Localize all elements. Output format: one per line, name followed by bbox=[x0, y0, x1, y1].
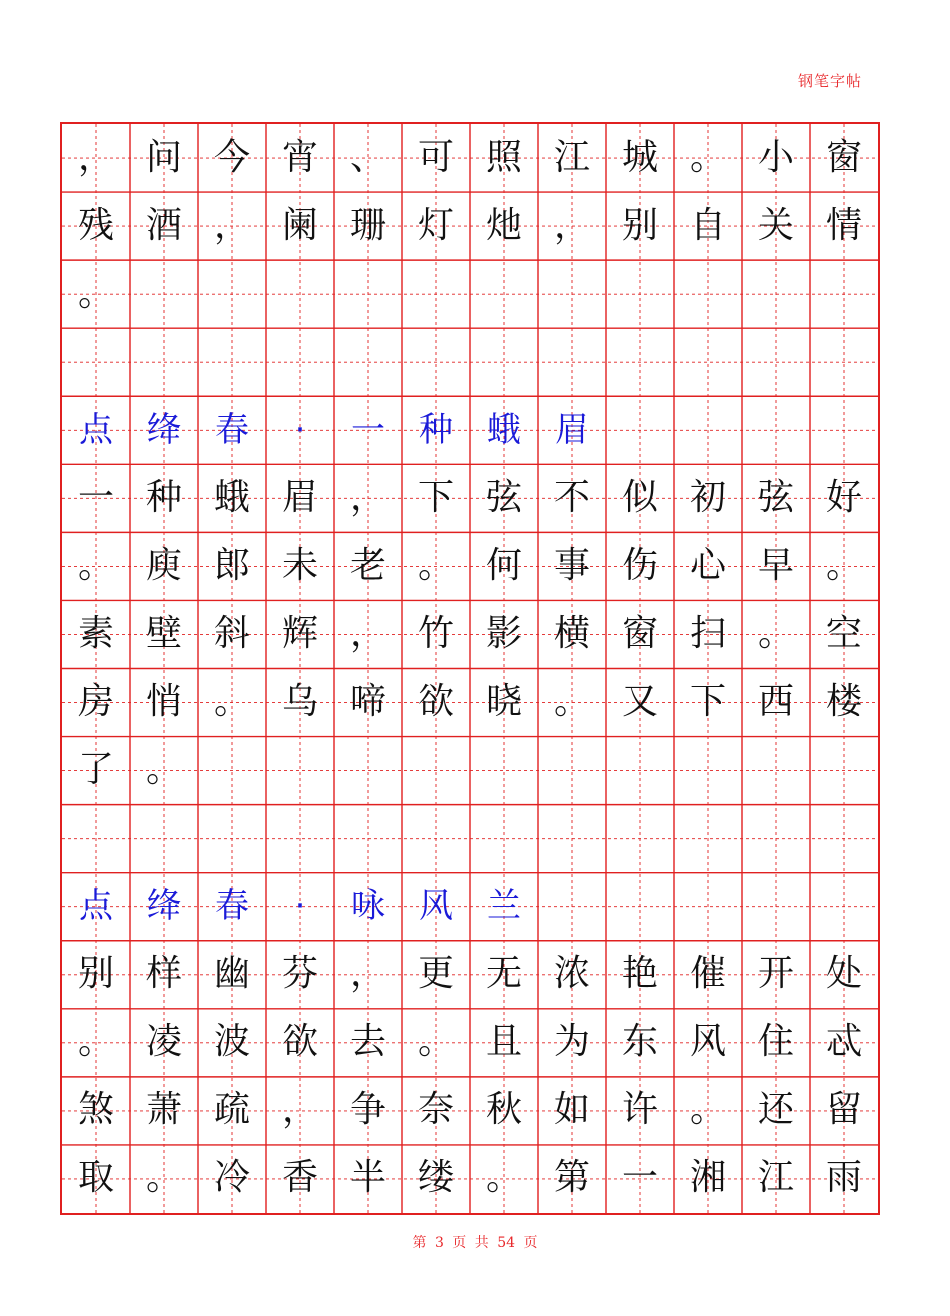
grid-cell: 。 bbox=[553, 681, 590, 722]
grid-cell bbox=[538, 736, 606, 804]
grid-cell bbox=[538, 804, 606, 872]
grid-cell: 如 bbox=[553, 1089, 590, 1130]
grid-cell: ， bbox=[349, 477, 386, 518]
grid-cell: 住 bbox=[757, 1021, 794, 1062]
grid-cell: 伤 bbox=[621, 545, 658, 586]
grid-cell: 春 bbox=[215, 886, 249, 926]
grid-cell: 。 bbox=[689, 137, 726, 178]
grid-cell: 。 bbox=[77, 273, 114, 314]
grid-cell: 还 bbox=[757, 1089, 794, 1130]
grid-cell bbox=[742, 872, 810, 940]
text-row bbox=[62, 532, 878, 600]
grid-cell bbox=[810, 872, 878, 940]
grid-cell: 可 bbox=[417, 137, 454, 178]
grid-cell: 蛾 bbox=[213, 477, 250, 518]
grid-cell: 。 bbox=[417, 1021, 454, 1062]
grid-cell: 疏 bbox=[213, 1089, 250, 1130]
grid-cell: 照 bbox=[485, 137, 522, 178]
grid-cell bbox=[266, 260, 334, 328]
grid-cell bbox=[198, 260, 266, 328]
grid-cell: 第 bbox=[553, 1157, 590, 1198]
grid-cell: 影 bbox=[485, 613, 522, 654]
grid-cell: ， bbox=[553, 205, 590, 246]
grid-cell: 宵 bbox=[281, 137, 318, 178]
grid-cell: 艳 bbox=[621, 953, 658, 994]
grid-cell bbox=[266, 736, 334, 804]
grid-cell: 悄 bbox=[145, 681, 182, 722]
grid-cell: 萧 bbox=[145, 1089, 182, 1130]
grid-cell: 不 bbox=[553, 477, 590, 518]
grid-cell bbox=[130, 260, 198, 328]
grid-cell bbox=[606, 328, 674, 396]
grid-cell bbox=[810, 260, 878, 328]
grid-cell: 何 bbox=[485, 545, 522, 586]
grid-cell: 蛾 bbox=[487, 410, 521, 450]
grid-cell: 。 bbox=[417, 545, 454, 586]
grid-cell: 下 bbox=[689, 681, 726, 722]
practice-grid-sheet bbox=[60, 122, 880, 1215]
grid-cell: 楼 bbox=[825, 681, 862, 722]
grid-cell: 种 bbox=[145, 477, 182, 518]
grid-cell: 幽 bbox=[213, 953, 250, 994]
grid-cell: 点 bbox=[79, 886, 113, 926]
grid-cell: 春 bbox=[215, 410, 249, 450]
grid-cell: 又 bbox=[621, 681, 658, 722]
grid-cell: 好 bbox=[825, 477, 862, 518]
grid-cell bbox=[402, 736, 470, 804]
grid-cell bbox=[606, 260, 674, 328]
grid-cell: 欲 bbox=[417, 681, 454, 722]
grid-cell: 庾 bbox=[145, 545, 182, 586]
grid-cell: 波 bbox=[213, 1021, 250, 1062]
grid-cell: 。 bbox=[145, 1157, 182, 1198]
grid-cell bbox=[334, 736, 402, 804]
grid-cell: 扫 bbox=[689, 613, 726, 654]
grid-cell: 。 bbox=[145, 749, 182, 790]
grid-cell: 煞 bbox=[77, 1089, 114, 1130]
grid-cell bbox=[742, 260, 810, 328]
grid-cell bbox=[810, 736, 878, 804]
grid-cell: 素 bbox=[77, 613, 114, 654]
grid-cell bbox=[470, 736, 538, 804]
grid-cell bbox=[130, 328, 198, 396]
grid-cell: 绛 bbox=[147, 886, 181, 926]
grid-cell: 残 bbox=[77, 205, 114, 246]
grid-cell bbox=[674, 804, 742, 872]
text-row bbox=[62, 1076, 878, 1144]
grid-cell: ， bbox=[349, 613, 386, 654]
grid-cell: 小 bbox=[757, 137, 794, 178]
grid-cell: 辉 bbox=[281, 613, 318, 654]
text-row bbox=[62, 260, 878, 328]
grid-cell bbox=[674, 396, 742, 464]
grid-cell: 西 bbox=[757, 681, 794, 722]
grid-cell: 兰 bbox=[487, 886, 521, 926]
grid-cell: 催 bbox=[689, 953, 726, 994]
grid-cell: 自 bbox=[689, 205, 726, 246]
grid-cell: · bbox=[294, 410, 306, 450]
grid-cell: 为 bbox=[553, 1021, 590, 1062]
poem-title-row bbox=[62, 396, 878, 464]
poem-title-row bbox=[62, 872, 878, 940]
grid-cell bbox=[470, 260, 538, 328]
grid-cell: 去 bbox=[349, 1021, 386, 1062]
grid-cell: 一 bbox=[351, 410, 385, 450]
grid-cell: 且 bbox=[485, 1021, 522, 1062]
grid-cell: 问 bbox=[145, 137, 182, 178]
grid-cell: 。 bbox=[77, 545, 114, 586]
text-row bbox=[62, 940, 878, 1008]
grid-cell: 凌 bbox=[145, 1021, 182, 1062]
text-row bbox=[62, 1144, 878, 1212]
grid-cell: 一 bbox=[77, 477, 114, 518]
grid-cell bbox=[538, 872, 606, 940]
grid-cell bbox=[742, 804, 810, 872]
grid-cell: 空 bbox=[825, 613, 862, 654]
grid-cell: 别 bbox=[77, 953, 114, 994]
grid-cell: 横 bbox=[553, 613, 590, 654]
grid-cell: 种 bbox=[419, 410, 453, 450]
grid-cell: 。 bbox=[689, 1089, 726, 1130]
grid-cell: 开 bbox=[757, 953, 794, 994]
grid-cell: 秋 bbox=[485, 1089, 522, 1130]
grid-cell bbox=[674, 736, 742, 804]
grid-cell: 香 bbox=[281, 1157, 318, 1198]
text-row bbox=[62, 328, 878, 396]
grid-cell: 了 bbox=[77, 749, 114, 790]
grid-cell bbox=[606, 872, 674, 940]
grid-cell: 。 bbox=[757, 613, 794, 654]
grid-cell: 。 bbox=[213, 681, 250, 722]
grid-cell: 情 bbox=[825, 205, 862, 246]
grid-cell: 欲 bbox=[281, 1021, 318, 1062]
grid-cell bbox=[742, 328, 810, 396]
grid-cell bbox=[266, 804, 334, 872]
grid-cell: 斜 bbox=[213, 613, 250, 654]
grid-cell: 酒 bbox=[145, 205, 182, 246]
grid-cell: 雨 bbox=[825, 1157, 862, 1198]
grid-cell bbox=[674, 872, 742, 940]
grid-cell: 绛 bbox=[147, 410, 181, 450]
text-row bbox=[62, 464, 878, 532]
grid-cell: 阑 bbox=[281, 205, 318, 246]
grid-cell bbox=[402, 328, 470, 396]
grid-cell: 心 bbox=[689, 545, 726, 586]
grid-cell: 别 bbox=[621, 205, 658, 246]
text-row bbox=[62, 600, 878, 668]
grid-cell: 东 bbox=[621, 1021, 658, 1062]
grid-cell: 灯 bbox=[417, 205, 454, 246]
text-row bbox=[62, 668, 878, 736]
text-row bbox=[62, 736, 878, 804]
grid-cell: 忒 bbox=[825, 1021, 862, 1062]
grid-cell: 半 bbox=[349, 1157, 386, 1198]
grid-cell: 浓 bbox=[553, 953, 590, 994]
grid-cell bbox=[470, 328, 538, 396]
grid-cell bbox=[674, 260, 742, 328]
grid-cell: 。 bbox=[825, 545, 862, 586]
grid-cell: 冷 bbox=[213, 1157, 250, 1198]
grid-cell: 湘 bbox=[689, 1157, 726, 1198]
text-row bbox=[62, 804, 878, 872]
grid-cell: · bbox=[294, 886, 306, 926]
grid-cell: ， bbox=[213, 205, 250, 246]
grid-cell: 更 bbox=[417, 953, 454, 994]
grid-cell bbox=[810, 804, 878, 872]
grid-cell bbox=[198, 736, 266, 804]
grid-cell bbox=[334, 804, 402, 872]
grid-cell: 处 bbox=[825, 953, 862, 994]
grid-cell: 关 bbox=[757, 205, 794, 246]
grid-cell bbox=[334, 328, 402, 396]
grid-cell: 窗 bbox=[621, 613, 658, 654]
grid-cell: 窗 bbox=[825, 137, 862, 178]
grid-cell: 壁 bbox=[145, 613, 182, 654]
grid-cell: 竹 bbox=[417, 613, 454, 654]
text-row bbox=[62, 192, 878, 260]
grid-cell: 风 bbox=[689, 1021, 726, 1062]
grid-cell: 。 bbox=[77, 1021, 114, 1062]
grid-cell: ， bbox=[77, 137, 114, 178]
page-footer: 第 3 页 共 54 页 bbox=[412, 1235, 538, 1251]
text-row bbox=[62, 124, 878, 192]
grid-cell: 乌 bbox=[281, 681, 318, 722]
grid-cell bbox=[198, 804, 266, 872]
grid-cell bbox=[402, 804, 470, 872]
grid-cell: 似 bbox=[621, 477, 658, 518]
grid-cell: 样 bbox=[145, 953, 182, 994]
grid-cell: 今 bbox=[213, 137, 250, 178]
grid-cell bbox=[742, 396, 810, 464]
grid-cell: 老 bbox=[349, 545, 386, 586]
grid-cell bbox=[62, 328, 130, 396]
grid-cell: 缕 bbox=[417, 1157, 454, 1198]
grid-cell: 事 bbox=[553, 545, 590, 586]
grid-cell bbox=[470, 804, 538, 872]
grid-cell: 、 bbox=[349, 137, 386, 178]
grid-cell bbox=[198, 328, 266, 396]
grid-cell bbox=[266, 328, 334, 396]
grid-cell: 。 bbox=[485, 1157, 522, 1198]
grid-cell: 珊 bbox=[349, 205, 386, 246]
grid-cell bbox=[130, 804, 198, 872]
grid-cell: 城 bbox=[621, 137, 658, 178]
grid-cell bbox=[674, 328, 742, 396]
grid-cell: 早 bbox=[757, 545, 794, 586]
grid-cell: ， bbox=[281, 1089, 318, 1130]
grid-cell: 留 bbox=[825, 1089, 862, 1130]
grid-cell: 弦 bbox=[757, 477, 794, 518]
grid-cell: 郎 bbox=[213, 545, 250, 586]
grid-cell: 一 bbox=[621, 1157, 658, 1198]
text-row bbox=[62, 1008, 878, 1076]
grid-cell: 芬 bbox=[281, 953, 318, 994]
grid-cell: 初 bbox=[689, 477, 726, 518]
grid-cell: 晓 bbox=[485, 681, 522, 722]
grid-cell bbox=[538, 328, 606, 396]
grid-cell bbox=[810, 396, 878, 464]
grid-cell: 江 bbox=[553, 137, 590, 178]
header-title: 钢笔字帖 bbox=[797, 72, 862, 90]
grid-cell bbox=[402, 260, 470, 328]
grid-cell: 啼 bbox=[349, 681, 386, 722]
grid-cell bbox=[62, 804, 130, 872]
grid-cell: 下 bbox=[417, 477, 454, 518]
grid-cell: 眉 bbox=[555, 410, 589, 450]
grid-cell bbox=[606, 396, 674, 464]
grid-cell: 房 bbox=[77, 681, 114, 722]
grid-cell bbox=[810, 328, 878, 396]
grid-cell: 点 bbox=[79, 410, 113, 450]
grid-cell: 风 bbox=[419, 886, 453, 926]
grid-cell: 江 bbox=[757, 1157, 794, 1198]
grid-cell: 许 bbox=[621, 1089, 658, 1130]
grid-cell bbox=[742, 736, 810, 804]
grid-cell: 取 bbox=[77, 1157, 114, 1198]
grid-cell: 未 bbox=[281, 545, 318, 586]
grid-cell: 灺 bbox=[485, 205, 522, 246]
grid-cell: 弦 bbox=[485, 477, 522, 518]
grid-cell: 争 bbox=[349, 1089, 386, 1130]
grid-cell bbox=[606, 736, 674, 804]
grid-cell: 无 bbox=[485, 953, 522, 994]
grid-cell bbox=[538, 260, 606, 328]
grid-cell: 奈 bbox=[417, 1089, 454, 1130]
grid-cell bbox=[334, 260, 402, 328]
grid-cell bbox=[606, 804, 674, 872]
grid-cell: 眉 bbox=[281, 477, 318, 518]
grid-cell: ， bbox=[349, 953, 386, 994]
grid-cell: 咏 bbox=[351, 886, 385, 926]
